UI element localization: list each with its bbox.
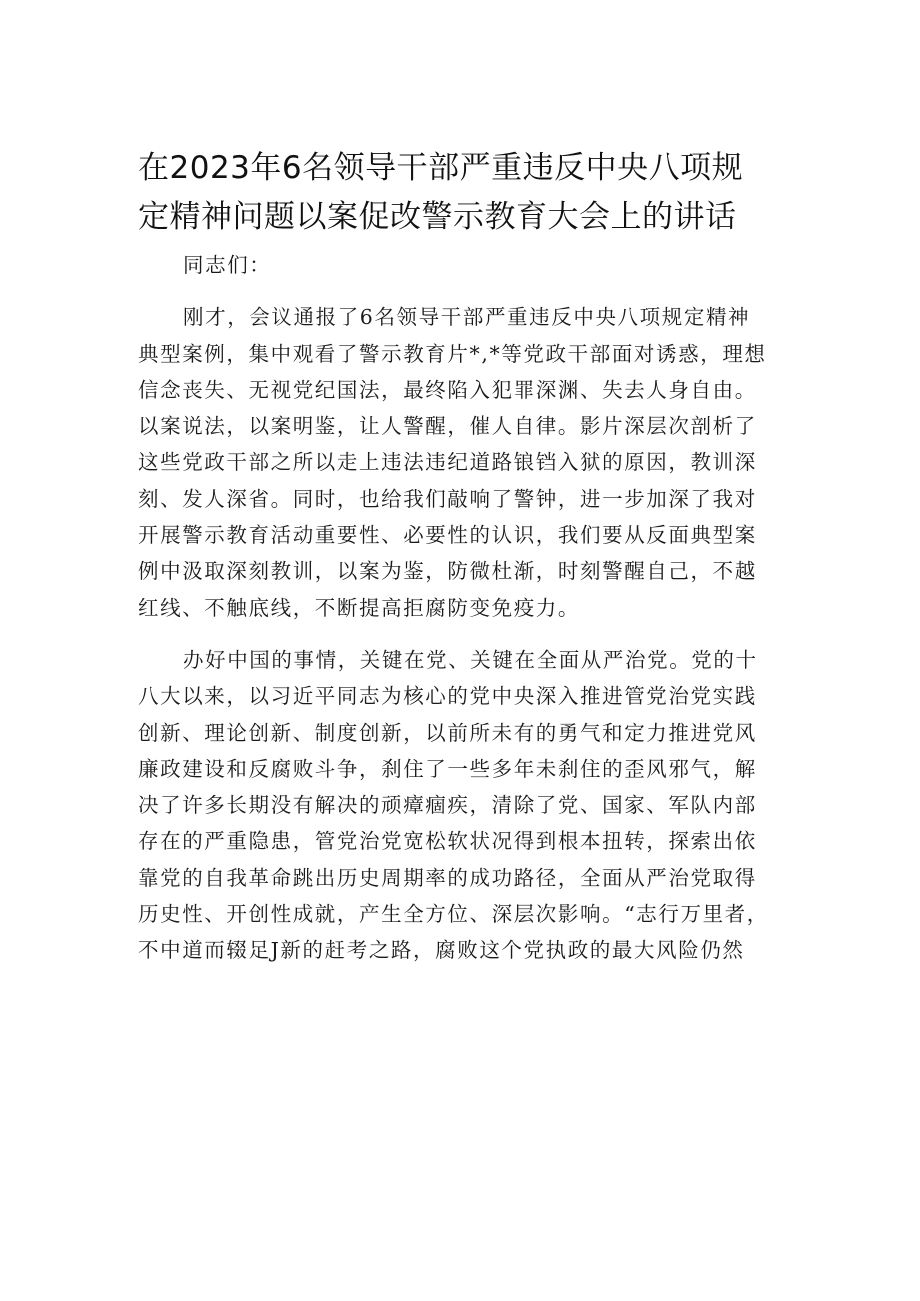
paragraph-line: 刻、发人深省。同时，也给我们敲响了警钟，进一步加深了我对: [138, 486, 757, 511]
paragraph-line: 典型案例，集中观看了警示教育片*,*等党政干部面对诱惑，理想: [138, 341, 767, 366]
paragraph-line: 靠党的自我革命跳出历史周期率的成功路径，全面从严治党取得: [138, 865, 757, 890]
document-title: [138, 144, 788, 242]
salutation: 同志们：: [183, 253, 272, 277]
paragraph-line: 信念丧失、无视党纪国法，最终陷入犯罪深渊、失去人身自由。: [138, 377, 757, 402]
paragraph-line: 办好中国的事情，关键在党、关键在全面从严治党。党的十: [183, 647, 758, 672]
paragraph-line: 例中汲取深刻教训，以案为鉴，防微杜渐，时刻警醒自己，不越: [138, 559, 757, 584]
paragraph-line: 廉政建设和反腐败斗争，刹住了一些多年未刹住的歪风邪气，解: [138, 756, 757, 781]
paragraph-line: 刚才，会议通报了6名领导干部严重违反中央八项规定精神: [183, 305, 751, 330]
paragraph-line: 决了许多长期没有解决的顽瘴痼疾，清除了党、国家、军队内部: [138, 793, 757, 818]
title-line-2: 定精神问题以案促改警示教育大会上的讲话: [138, 199, 737, 235]
paragraph-line: 开展警示教育活动重要性、必要性的认识，我们要从反面典型案: [138, 523, 757, 548]
paragraph-2: [138, 642, 793, 969]
title-line-1: 在2023年6名领导干部严重违反中央八项规: [138, 150, 744, 186]
spacer: [138, 626, 793, 642]
document-body: [138, 247, 793, 969]
paragraph-line: 这些党政干部之所以走上违法违纪道路锒铛入狱的原因，教训深: [138, 450, 757, 475]
paragraph-line: 以案说法，以案明鉴，让人警醒，催人自律。影片深层次剖析了: [138, 414, 757, 439]
paragraph-line: 八大以来，以习近平同志为核心的党中央深入推进管党治党实践: [138, 684, 757, 709]
paragraph-line: 创新、理论创新、制度创新，以前所未有的勇气和定力推进党风: [138, 720, 757, 745]
paragraph-line: 历史性、开创性成就，产生全方位、深层次影响。“志行万里者，: [138, 902, 769, 927]
spacer: [138, 283, 793, 299]
paragraph-line: 红线、不触底线，不断提高拒腐防变免疫力。: [138, 595, 580, 620]
paragraph-line: 不中道而辍足J新的赶考之路，腐败这个党执政的最大风险仍然: [138, 938, 745, 963]
paragraph-line: 存在的严重隐患，管党治党宽松软状况得到根本扭转，探索出依: [138, 829, 757, 854]
paragraph-1: [138, 299, 793, 626]
